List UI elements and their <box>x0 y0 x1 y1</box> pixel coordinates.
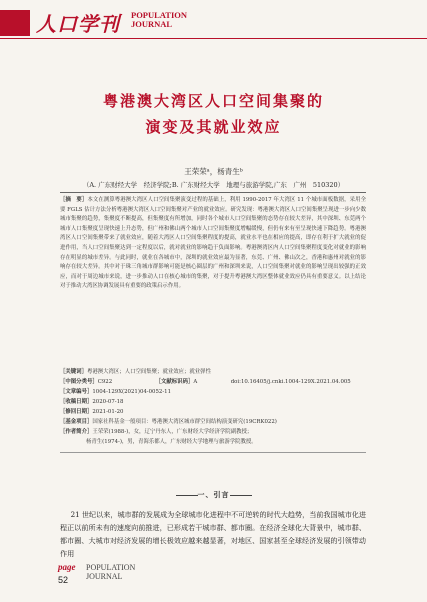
keywords: 粤港澳大湾区；人口空间集聚；就业效应；就业弹性 <box>86 369 211 375</box>
footer-journal-en-line1: POPULATION <box>86 563 136 572</box>
fund-text: 国家社科基金一般项目：粤港澳大湾区城市群空间结构演变研究(19CRK022) <box>92 419 277 425</box>
article-title-line1: 粤港澳大湾区人口空间集聚的 <box>102 92 324 110</box>
received-label: ［收稿日期］ <box>60 399 93 405</box>
article-no: 1004-129X(2021)04-0052-11 <box>92 389 172 395</box>
body-text <box>60 508 366 560</box>
abstract <box>60 196 366 292</box>
revised-row <box>60 408 366 418</box>
abstract-text: 本文在测算粤港澳大湾区人口空间集聚演变过程的基础上，利用 1990-2017 年大湾区 11 个城市面板数据，采用全要 FGLS 估计方法分析粤港澳大湾区人口空间集聚对产业的就业效应。研究发现：粤港澳大湾区人口空间集聚呈现进一步向少数城市集聚的趋势，集聚度不断提高，但集聚度有所增加，同时各个城市人口空间集聚的态势存在较大差异，其中深圳、东莞两个城市人口集聚度呈现快速上升态势，但广州和佛山两个城市人口空间集聚度增幅缓慢，但仍有来有至呈现快速下降趋势。粤港澳湾区人口空间集聚带来了就业效应，随着大湾区人口空间集聚程度的提高，就业水平也在相应的提高，即存在利于扩大就业的促进作用，当人口空间集聚达到一定程度以后，就对就业的影响趋于负面影响。粤港澳湾区内人口空间集聚程度变化对就业的影响存在明显的城市差异。与此同时，就业在各城市中，深圳的就业效应最为显著，东莞、广州、佛山次之，香港和惠州对就业的影响存在较大差异。其中对于珠三角城市群影响可能是核心圈层的广州和深圳来说，人口空间集聚对就业的影响呈现出较强的正效应，而对于周边城市来说，进一步推动人口在核心城市的集聚，对于提升粤港澳大湾区整体就业效应仍具有重要意义。以上结论对于推动大湾区协调发展具有重要的政策启示作用。 <box>60 197 366 290</box>
article-title-line2: 演变及其就业效应 <box>145 118 282 136</box>
article-number-row <box>60 388 366 398</box>
keywords-row <box>60 368 366 378</box>
affiliation: （A. 广东财经大学 经济学院;B. 广东财经大学 地理与旅游学院,广东 广州 510320） <box>82 181 345 189</box>
section-rule-right <box>230 495 252 496</box>
bio-label: ［作者简介］ <box>60 429 93 435</box>
received-row <box>60 398 366 408</box>
abstract-bottom-rule <box>60 452 366 453</box>
revised-label: ［修回日期］ <box>60 409 93 415</box>
fund-row <box>60 418 366 428</box>
doc-code-value: A <box>193 379 198 385</box>
header-rule <box>0 38 427 39</box>
header-red-block <box>0 10 30 36</box>
fund-label: ［基金项目］ <box>60 419 93 425</box>
footer-journal-en-line2: JOURNAL <box>86 572 123 581</box>
footer-page-label: page <box>58 562 76 572</box>
footer-page-number: 52 <box>58 575 69 585</box>
section-heading: 一、引言 <box>197 491 230 499</box>
bio-row-2 <box>60 438 366 448</box>
abstract-top-rule <box>60 192 366 193</box>
abstract-label: ［摘 要］ <box>60 197 88 203</box>
journal-title-cn: 人口学刊 <box>36 12 120 36</box>
doc-code-label: ［文献标识码］ <box>155 379 194 385</box>
classification-row <box>60 378 366 388</box>
authors: 王荣荣ᵃ，杨青生ᵇ <box>184 167 243 176</box>
bio-author2: 杨青生(1974-)，男，青海乐都人，广东财经大学地理与旅游学院教授。 <box>86 439 257 445</box>
journal-title-en <box>131 11 187 29</box>
received-date: 2020-07-18 <box>92 399 124 405</box>
footer-journal-en <box>86 563 135 581</box>
doi: doi:10.16405/j.cnki.1004-129X.2021.04.005 <box>230 379 351 385</box>
article-no-label: ［文章编号］ <box>60 389 93 395</box>
revised-date: 2021-01-20 <box>92 409 124 415</box>
bio-row <box>60 428 366 438</box>
body-paragraph: 21 世纪以来，城市群的发展成为全球城市化进程中不可逆转的时代大趋势，当前我国城市化进程正以前所未有的速度向前推进，已形成若干城市群、都市圈。在经济全球化大背景中，城市群、都市圈、大城市对经济发展的增长极效应越来越显著，对地区、国家甚至全球经济发展的引领带动作用 <box>60 510 366 558</box>
journal-title-en-line2: JOURNAL <box>131 19 173 29</box>
journal-title-en-line1: POPULATION <box>131 10 188 20</box>
keywords-label: ［关键词］ <box>60 369 87 375</box>
clc-value: C922 <box>97 379 113 385</box>
bio-author1: 王荣荣(1988-)，女，辽宁丹东人，广东财经大学经济学院副教授； <box>92 429 253 435</box>
clc-label: ［中图分类号］ <box>60 379 98 385</box>
